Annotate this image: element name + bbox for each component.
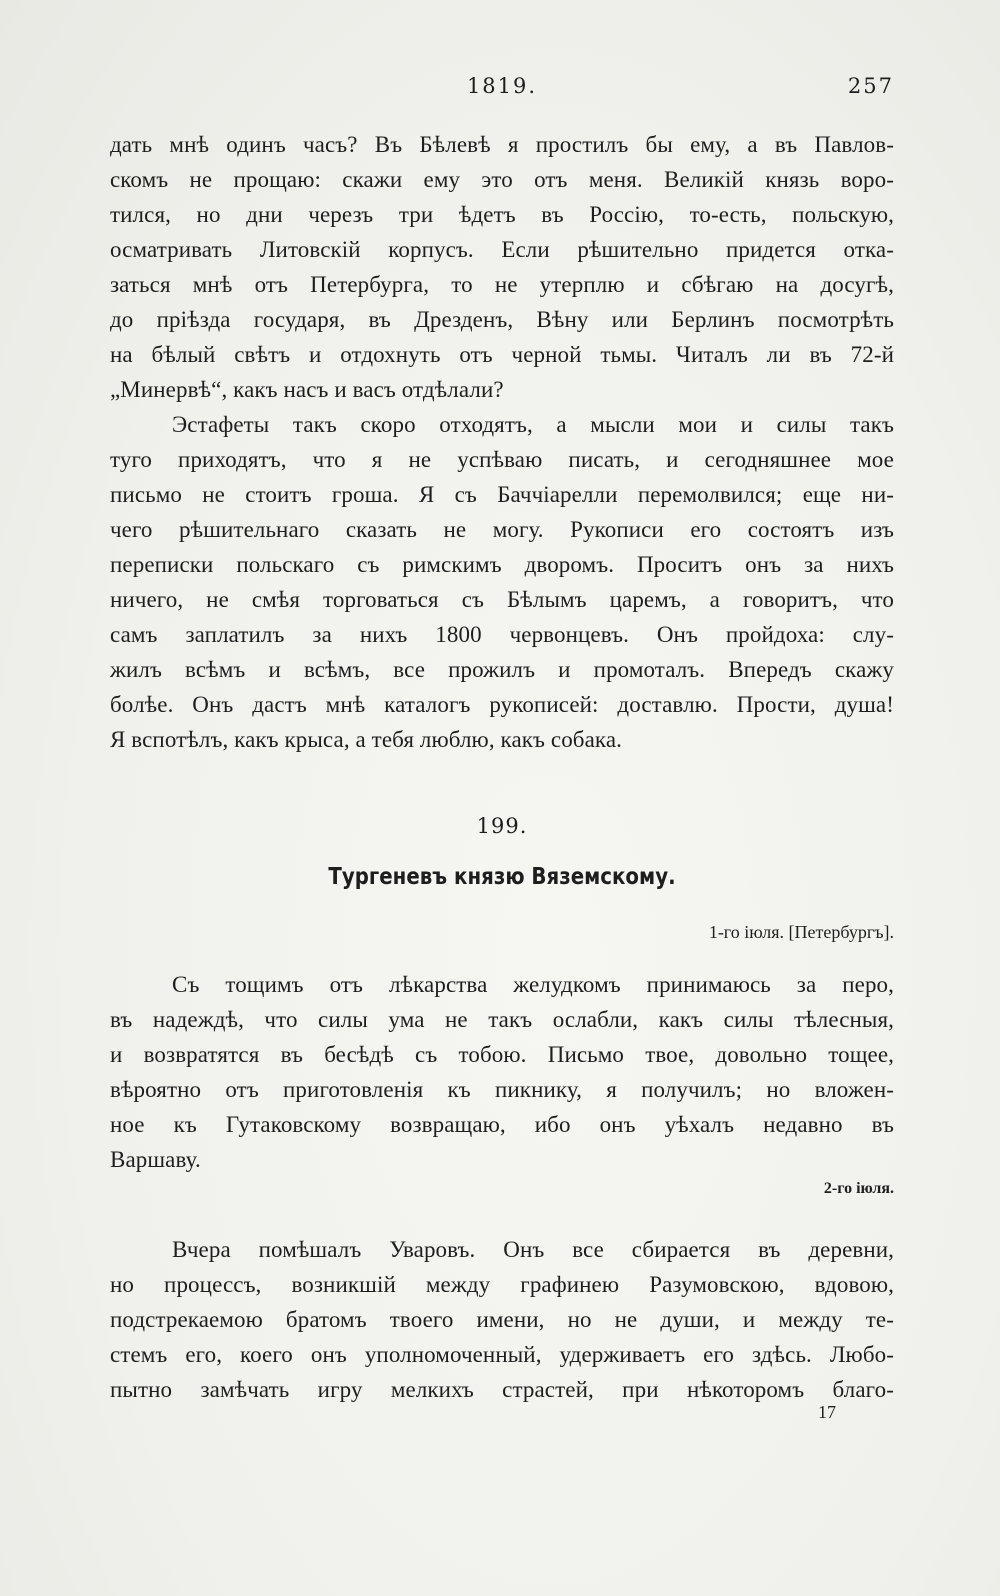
text-line: но процессъ, возникшій между графинею Разумовскою, вдовою, (110, 1272, 894, 1297)
text-line: болѣе. Онъ дастъ мнѣ каталогъ рукописей: доставлю. Прости, душа! (110, 692, 894, 717)
text-line: „Минервѣ“, какъ насъ и васъ отдѣлали? (110, 377, 504, 402)
text-line: стемъ его, коего онъ уполномоченный, удерживаетъ его здѣсь. Любо- (110, 1342, 894, 1367)
running-head (110, 74, 894, 104)
letter-number: 199. (476, 814, 528, 838)
text-line: въ надеждѣ, что силы ума не такъ ослабли, какъ силы тѣлесныя, (110, 1007, 894, 1032)
text-line: Съ тощимъ отъ лѣкарства желудкомъ принимаюсь за перо, (172, 972, 894, 997)
text-line: тился, но дни черезъ три ѣдетъ въ Россію, то-есть, польскую, (110, 202, 894, 227)
text-line: Вчера помѣшалъ Уваровъ. Онъ все сбирается въ деревни, (172, 1237, 894, 1262)
text-line: жилъ всѣмъ и всѣмъ, все прожилъ и промоталъ. Впередъ скажу (110, 657, 894, 682)
text-line: заться мнѣ отъ Петербурга, то не утерплю и сбѣгаю на досугѣ, (110, 272, 894, 297)
text-line: скомъ не прощаю: скажи ему это отъ меня. Великій князь воро- (110, 167, 894, 192)
text-line: подстрекаемою братомъ твоего имени, но не души, и между те- (110, 1307, 894, 1332)
text-line: дать мнѣ одинъ часъ? Въ Бѣлевѣ я простилъ бы ему, а въ Павлов- (110, 132, 894, 157)
letter-dateline-2: 2-го іюля. (823, 1180, 894, 1197)
text-line: на бѣлый свѣтъ и отдохнуть отъ черной тьмы. Читалъ ли въ 72-й (110, 342, 894, 367)
text-line: переписки польскаго съ римскимъ дворомъ. Проситъ онъ за нихъ (110, 552, 894, 577)
text-line: Варшаву. (110, 1147, 201, 1172)
text-line: туго приходятъ, что я не успѣваю писать, и сегодняшнее мое (110, 447, 894, 472)
text-line: и возвратятся въ бесѣдѣ съ тобою. Письмо твое, довольно тощее, (110, 1042, 894, 1067)
running-head-year: 1819. (466, 74, 538, 98)
text-line: пытно замѣчать игру мелкихъ страстей, при нѣкоторомъ благо- (110, 1377, 894, 1402)
text-line: письмо не стоитъ гроша. Я съ Баччіарелли перемолвился; еще ни- (110, 482, 894, 507)
text-line: вѣроятно отъ приготовленія къ пикнику, я получилъ; но вложен- (110, 1077, 894, 1102)
printer-signature-mark: 17 (818, 1402, 836, 1422)
text-line: ное къ Гутаковскому возвращаю, ибо онъ уѣхалъ недавно въ (110, 1112, 894, 1137)
text-line: самъ заплатилъ за нихъ 1800 червонцевъ. Онъ пройдоха: слу- (110, 622, 894, 647)
text-line: до пріѣзда государя, въ Дрезденъ, Вѣну или Берлинъ посмотрѣть (110, 307, 894, 332)
text-line: осматривать Литовскій корпусъ. Если рѣшительно придется отка- (110, 237, 894, 262)
text-line: ничего, не смѣя торговаться съ Бѣлымъ царемъ, а говоритъ, что (110, 587, 894, 612)
letter-title: Тургеневъ князю Вяземскому. (328, 864, 676, 890)
page-number: 257 (847, 74, 894, 98)
text-line: Я вспотѣлъ, какъ крыса, а тебя люблю, какъ собака. (110, 727, 622, 752)
text-line: Эстафеты такъ скоро отходятъ, а мысли мои и силы такъ (172, 412, 894, 437)
letter-dateline: 1-го іюля. [Петербургъ]. (708, 922, 894, 942)
text-line: чего рѣшительнаго сказать не могу. Рукописи его состоятъ изъ (110, 517, 894, 542)
